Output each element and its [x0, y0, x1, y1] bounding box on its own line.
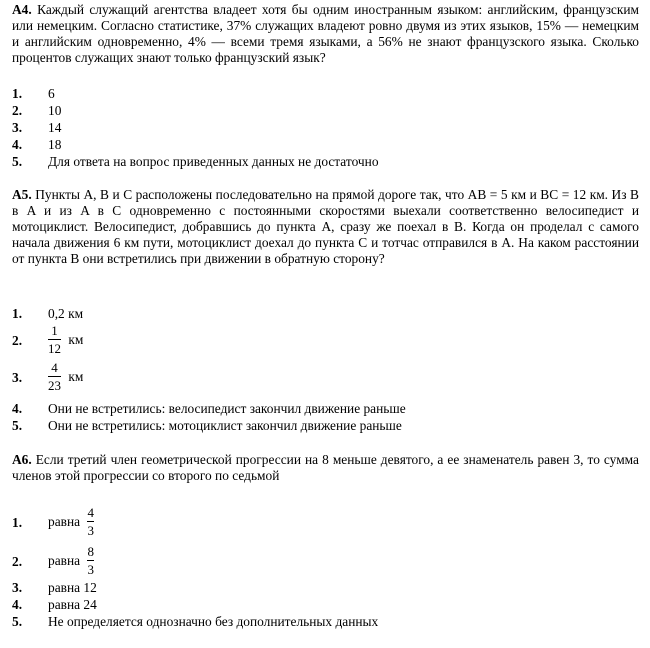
problem-a6 — [12, 452, 639, 484]
fraction-bar — [48, 376, 61, 377]
option-fraction — [48, 505, 98, 538]
option-text: Для ответа на вопрос приведенных данных не достаточно — [48, 154, 379, 169]
problem-text: Каждый служащий агентства владеет хотя бы одним иностранным языком: английским, французским или немецким. Согласно статистике, 37% служащих владеют ровно двумя из этих языков, 15% — немецким и английским одновременно, 4% — всеми тремя языками, а 56% не знают французского языка. Сколько процентов служащих знают только французский язык? — [12, 2, 639, 65]
fraction-denominator: 12 — [48, 341, 61, 356]
fraction — [48, 323, 61, 356]
fraction-bar — [87, 560, 94, 561]
option-prefix: равна — [48, 552, 81, 568]
problem-number: А4. — [12, 2, 32, 17]
problem-number: А6. — [12, 452, 32, 467]
option-text: 14 — [48, 120, 62, 135]
problem-a5 — [12, 187, 639, 267]
fraction-bar — [87, 521, 94, 522]
problem-a4 — [12, 2, 639, 66]
option-number: 1. — [12, 306, 23, 321]
option-text: 0,2 км — [48, 306, 84, 321]
option-number: 2. — [12, 103, 23, 118]
fraction-denominator: 3 — [87, 523, 94, 538]
option-fraction — [48, 360, 83, 393]
option-number: 2. — [12, 554, 23, 569]
option-number: 3. — [12, 120, 23, 135]
option-number: 4. — [12, 401, 23, 416]
option-text: 6 — [48, 86, 55, 101]
option-text: равна 12 — [48, 580, 97, 595]
option-text: равна 24 — [48, 597, 97, 612]
option-number: 4. — [12, 137, 23, 152]
problem-text: Пункты A, B и C расположены последовательно на прямой дороге так, что AB = 5 км и BC = 12 км. Из B в A и из A в C одновременно с постоянными скоростями выехали соответственно велосипедист и мотоциклист. Велосипедист, добравшись до пункта A, сразу же поехал в B. Когда он проделал с самого начала движения 6 км пути, мотоциклист доехал до пункта C и тотчас отправился в A. На каком расстоянии от пункта B они встретились при движении в обратную сторону? — [12, 187, 639, 266]
option-number: 3. — [12, 580, 23, 595]
fraction — [87, 505, 94, 538]
option-number: 5. — [12, 614, 23, 629]
option-number: 5. — [12, 154, 23, 169]
fraction — [48, 360, 61, 393]
fraction-bar — [48, 339, 61, 340]
option-unit: км — [68, 331, 84, 347]
fraction-denominator: 23 — [48, 378, 61, 393]
fraction-numerator: 4 — [87, 505, 94, 520]
option-text: 10 — [48, 103, 62, 118]
option-number: 3. — [12, 370, 23, 385]
option-text: Не определяется однозначно без дополнительных данных — [48, 614, 379, 629]
option-text: Они не встретились: велосипедист закончил движение раньше — [48, 401, 406, 416]
option-unit: км — [68, 368, 84, 384]
problem-text: Если третий член геометрической прогрессии на 8 меньше девятого, а ее знаменатель равен 3, то сумма членов этой прогрессии со второго по седьмой — [12, 452, 639, 483]
fraction-numerator: 4 — [51, 360, 58, 375]
problem-number: А5. — [12, 187, 32, 202]
option-number: 1. — [12, 515, 23, 530]
option-number: 4. — [12, 597, 23, 612]
fraction — [87, 544, 94, 577]
option-number: 2. — [12, 333, 23, 348]
option-fraction — [48, 544, 98, 577]
option-number: 1. — [12, 86, 23, 101]
fraction-numerator: 8 — [87, 544, 94, 559]
option-text: 18 — [48, 137, 62, 152]
option-text: Они не встретились: мотоциклист закончил движение раньше — [48, 418, 402, 433]
option-fraction — [48, 323, 83, 356]
fraction-denominator: 3 — [87, 562, 94, 577]
option-prefix: равна — [48, 513, 81, 529]
fraction-numerator: 1 — [51, 323, 58, 338]
option-number: 5. — [12, 418, 23, 433]
